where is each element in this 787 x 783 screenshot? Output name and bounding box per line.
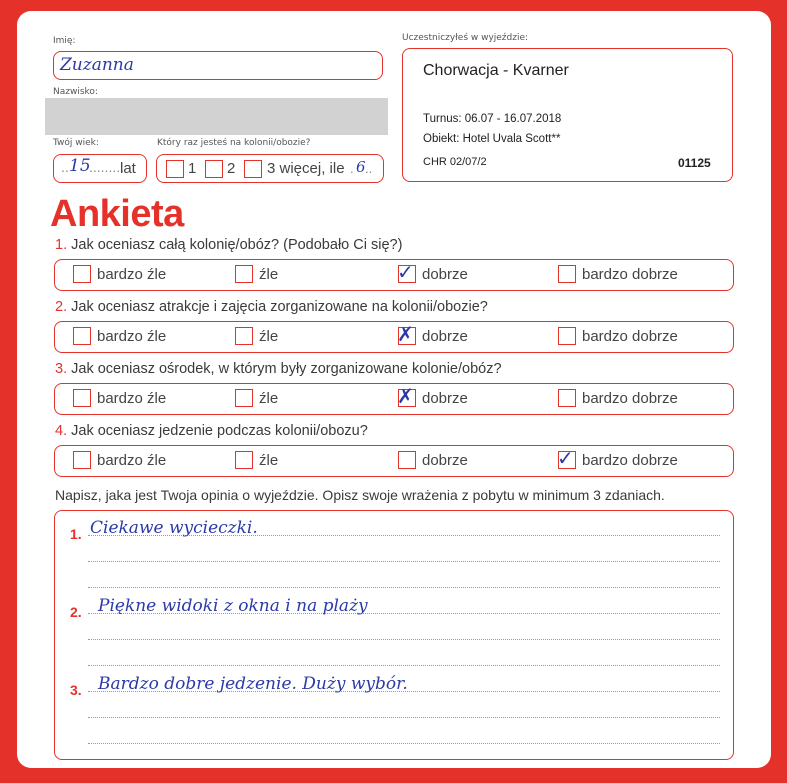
writing-line: [88, 561, 720, 562]
survey-title: Ankieta: [50, 193, 184, 235]
question-text-3: [55, 361, 502, 377]
answer-text-1: Ciekawe wycieczki.: [90, 518, 258, 538]
writing-line: [88, 717, 720, 718]
writing-line: [88, 743, 720, 744]
check-mark-icon: ✗: [397, 384, 414, 408]
age-label: Twój wiek:: [53, 138, 99, 148]
rating-label: bardzo źle: [97, 327, 167, 345]
age-dots-left: ..: [61, 159, 69, 175]
rating-option[interactable]: [235, 265, 278, 283]
times-checkbox-1[interactable]: [166, 160, 184, 178]
rating-label: bardzo dobrze: [582, 451, 678, 469]
rating-label: bardzo dobrze: [582, 389, 678, 407]
opinion-box[interactable]: [54, 510, 734, 760]
trip-turnus: Turnus: 06.07 - 16.07.2018: [423, 113, 562, 125]
writing-line: [88, 639, 720, 640]
question-number: 4.: [55, 423, 68, 439]
question-text-1: [55, 237, 402, 253]
rating-option[interactable]: [235, 389, 278, 407]
times-checkbox-2[interactable]: [205, 160, 223, 178]
rating-option[interactable]: [558, 389, 678, 407]
rating-checkbox[interactable]: [558, 327, 576, 345]
question-number: 3.: [55, 361, 68, 377]
times-option-3: 3 więcej, ile: [267, 160, 345, 177]
times-field[interactable]: [156, 154, 384, 183]
question-label: Jak oceniasz ośrodek, w którym były zorganizowane kolonie/obóz?: [71, 361, 502, 377]
rating-label: bardzo dobrze: [582, 327, 678, 345]
rating-checkbox[interactable]: [557, 446, 576, 470]
rating-option[interactable]: [73, 265, 166, 283]
times-dots-left: .: [350, 161, 354, 176]
rating-checkbox[interactable]: [235, 265, 253, 283]
question-label: Jak oceniasz jedzenie podczas kolonii/obozu?: [71, 423, 368, 439]
rating-label: dobrze: [422, 327, 468, 345]
surname-label: Nazwisko:: [53, 87, 98, 97]
name-label: Imię:: [53, 36, 76, 46]
name-value: Zuzanna: [60, 55, 134, 75]
trip-code: CHR 02/07/2: [423, 156, 487, 168]
writing-line: [88, 665, 720, 666]
rating-label: dobrze: [422, 451, 468, 469]
rating-option[interactable]: [73, 389, 166, 407]
answer-row-1: [54, 259, 734, 291]
check-mark-icon: ✗: [397, 322, 414, 346]
question-text-4: [55, 423, 368, 439]
participant-label: Uczestniczyłeś w wyjeździe:: [402, 33, 529, 43]
times-checkbox-3[interactable]: [244, 160, 262, 178]
surname-redacted: [45, 98, 388, 135]
question-number: 2.: [55, 299, 68, 315]
rating-option[interactable]: [235, 451, 278, 469]
name-field[interactable]: [53, 51, 383, 80]
rating-checkbox[interactable]: [235, 389, 253, 407]
rating-option[interactable]: [558, 265, 678, 283]
answer-row-2: [54, 321, 734, 353]
question-label: Jak oceniasz całą kolonię/obóz? (Podobało Ci się?): [71, 237, 403, 253]
rating-option[interactable]: [397, 384, 468, 408]
rating-checkbox[interactable]: [398, 451, 416, 469]
times-value: 6: [356, 158, 366, 176]
rating-checkbox[interactable]: [73, 327, 91, 345]
opinion-prompt: Napisz, jaka jest Twoja opinia o wyjeździe. Opisz swoje wrażenia z pobytu w minimum 3 zdaniach.: [55, 487, 665, 503]
rating-label: źle: [259, 389, 279, 407]
rating-label: bardzo źle: [97, 389, 167, 407]
rating-checkbox[interactable]: [397, 322, 416, 346]
question-label: Jak oceniasz atrakcje i zajęcia zorganizowane na kolonii/obozie?: [71, 299, 488, 315]
trip-info-box: [402, 48, 733, 182]
rating-label: dobrze: [422, 389, 468, 407]
check-mark-icon: ✓: [397, 260, 414, 284]
rating-label: źle: [259, 451, 279, 469]
times-option-2: 2: [227, 160, 236, 177]
trip-destination: Chorwacja - Kvarner: [423, 62, 569, 79]
rating-checkbox[interactable]: [397, 260, 416, 284]
times-label: Który raz jesteś na kolonii/obozie?: [157, 138, 311, 148]
answer-row-3: [54, 383, 734, 415]
check-mark-icon: ✓: [557, 446, 574, 470]
rating-label: źle: [259, 265, 279, 283]
question-text-2: [55, 299, 488, 315]
rating-option[interactable]: [73, 451, 166, 469]
rating-option[interactable]: [235, 327, 278, 345]
rating-option[interactable]: [558, 327, 678, 345]
answer-number-3: 3.: [70, 682, 82, 698]
rating-checkbox[interactable]: [558, 265, 576, 283]
rating-label: bardzo dobrze: [582, 265, 678, 283]
writing-line: [88, 587, 720, 588]
rating-label: bardzo źle: [97, 265, 167, 283]
rating-checkbox[interactable]: [73, 265, 91, 283]
answer-text-3: Bardzo dobre jedzenie. Duży wybór.: [98, 674, 408, 694]
age-unit: lat: [120, 160, 136, 177]
times-dots-right: ..: [365, 161, 373, 176]
rating-checkbox[interactable]: [558, 389, 576, 407]
trip-number: 01125: [678, 156, 711, 170]
rating-label: bardzo źle: [97, 451, 167, 469]
age-value: 15: [69, 156, 91, 176]
answer-row-4: [54, 445, 734, 477]
answer-text-2: Piękne widoki z okna i na plaży: [98, 596, 368, 616]
question-number: 1.: [55, 237, 68, 253]
rating-checkbox[interactable]: [73, 451, 91, 469]
rating-option[interactable]: [557, 446, 678, 470]
times-option-1: 1: [188, 160, 197, 177]
rating-checkbox[interactable]: [235, 451, 253, 469]
trip-object: Obiekt: Hotel Uvala Scott**: [423, 133, 561, 145]
answer-number-2: 2.: [70, 604, 82, 620]
rating-checkbox[interactable]: [235, 327, 253, 345]
age-dots: .........: [89, 159, 125, 175]
rating-option[interactable]: [398, 451, 468, 469]
rating-label: dobrze: [422, 265, 468, 283]
rating-option[interactable]: [397, 260, 468, 284]
rating-option[interactable]: [397, 322, 468, 346]
rating-option[interactable]: [73, 327, 166, 345]
rating-checkbox[interactable]: [397, 384, 416, 408]
age-field[interactable]: [53, 154, 147, 183]
rating-checkbox[interactable]: [73, 389, 91, 407]
rating-label: źle: [259, 327, 279, 345]
answer-number-1: 1.: [70, 526, 82, 542]
